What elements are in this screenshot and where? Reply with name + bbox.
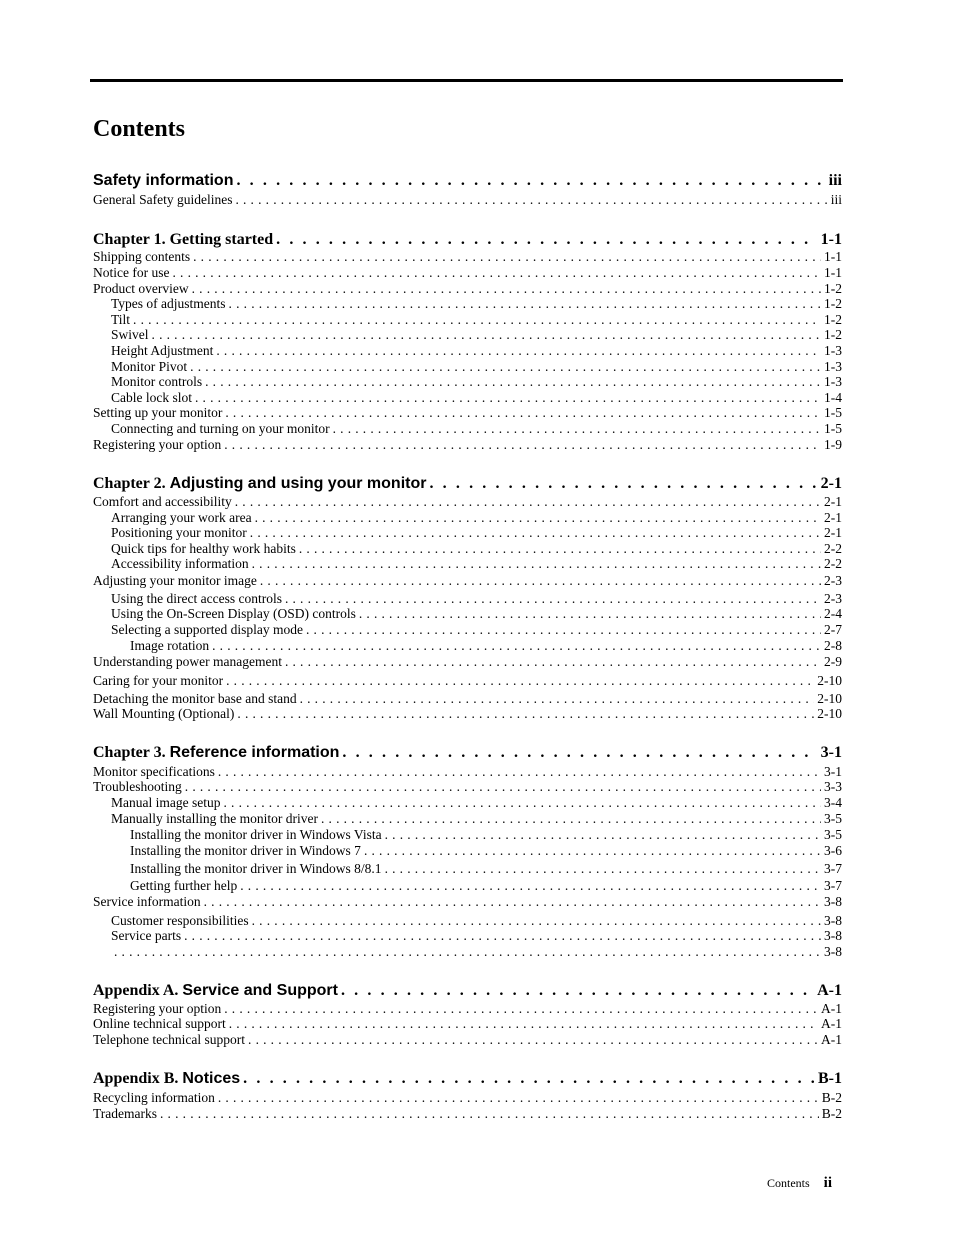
section-prefix: Chapter 1. Getting started <box>93 231 274 248</box>
dot-leader <box>306 622 821 638</box>
toc-entry[interactable] <box>93 843 842 859</box>
section-prefix: Chapter 2. <box>93 475 166 492</box>
dot-leader <box>152 327 821 343</box>
section-page-number: iii <box>828 172 842 189</box>
section-title-text: Safety information <box>93 172 234 189</box>
entry-page-number: 2-2 <box>824 541 842 556</box>
section-title-text: Reference information <box>169 744 340 761</box>
entry-title: Service information <box>93 894 201 909</box>
entry-title: Registering your option <box>93 437 222 452</box>
entry-page-number: 1-2 <box>824 312 842 327</box>
entry-title: Positioning your monitor <box>111 525 247 540</box>
entry-title: Recycling information <box>93 1090 215 1105</box>
entry-page-number: 2-10 <box>817 706 842 721</box>
toc-entry[interactable] <box>93 1032 842 1048</box>
footer-label: Contents <box>767 1176 810 1190</box>
entry-page-number: 3-5 <box>824 811 842 826</box>
dot-leader <box>218 1090 819 1106</box>
entry-title: Product overview <box>93 281 189 296</box>
dot-leader <box>226 673 814 689</box>
dot-leader <box>235 192 827 208</box>
entry-title: Trademarks <box>93 1106 157 1121</box>
dot-leader <box>192 281 821 297</box>
dot-leader <box>204 894 821 910</box>
entry-title: Cable lock slot <box>111 390 192 405</box>
entry-page-number: 1-1 <box>824 265 842 280</box>
entry-title: Arranging your work area <box>111 510 252 525</box>
toc-entry[interactable] <box>93 494 842 510</box>
dot-leader <box>212 638 821 654</box>
entry-title: Troubleshooting <box>93 779 182 794</box>
toc-entry[interactable] <box>93 894 842 910</box>
toc-entry[interactable] <box>93 556 842 572</box>
entry-page-number: 2-7 <box>824 622 842 637</box>
entry-title: Swivel <box>111 327 149 342</box>
toc-entry[interactable] <box>93 913 842 929</box>
entry-title: Selecting a supported display mode <box>111 622 303 637</box>
toc-entry[interactable] <box>93 591 842 607</box>
dot-leader <box>342 743 817 763</box>
section-prefix: Chapter 3. <box>93 744 166 761</box>
toc-entry[interactable] <box>93 638 842 654</box>
entry-title: Registering your option <box>93 1001 222 1016</box>
dot-leader <box>114 944 821 960</box>
dot-leader <box>224 437 821 453</box>
entry-title: Installing the monitor driver in Windows 8/8.1 <box>130 861 382 876</box>
entry-title: Using the On-Screen Display (OSD) controls <box>111 606 356 621</box>
dot-leader <box>225 405 821 421</box>
section-page-number: 2-1 <box>820 475 842 492</box>
dot-leader <box>321 811 821 827</box>
dot-leader <box>333 421 821 437</box>
toc-entry[interactable] <box>93 390 842 406</box>
toc-section-heading[interactable] <box>93 981 842 1001</box>
entry-title: Comfort and accessibility <box>93 494 232 509</box>
entry-page-number: 3-5 <box>824 827 842 842</box>
entry-page-number: 1-3 <box>824 343 842 358</box>
entry-page-number: 1-3 <box>824 374 842 389</box>
section-prefix: Appendix A. <box>93 982 179 999</box>
dot-leader <box>255 510 821 526</box>
entry-title: Adjusting your monitor image <box>93 573 257 588</box>
entry-page-number: 2-3 <box>824 573 842 588</box>
entry-title: Service parts <box>111 928 182 943</box>
dot-leader <box>224 1001 818 1017</box>
entry-title: Caring for your monitor <box>93 673 224 688</box>
entry-title: Monitor specifications <box>93 764 215 779</box>
entry-page-number: 3-8 <box>824 913 842 928</box>
dot-leader <box>223 795 821 811</box>
toc-section-heading[interactable] <box>93 743 842 763</box>
entry-title: Detaching the monitor base and stand <box>93 691 297 706</box>
dot-leader <box>285 591 821 607</box>
dot-leader <box>260 573 821 589</box>
entry-page-number: 1-2 <box>824 281 842 296</box>
entry-page-number: 3-8 <box>824 944 842 959</box>
entry-page-number: 2-10 <box>817 691 842 706</box>
toc-entry[interactable] <box>93 192 842 208</box>
entry-page-number: A-1 <box>821 1016 842 1031</box>
entry-page-number: 3-6 <box>824 843 842 858</box>
entry-page-number: 1-5 <box>824 421 842 436</box>
entry-title: Accessibility information <box>111 556 249 571</box>
entry-title: Monitor Pivot <box>111 359 188 374</box>
entry-page-number: 1-2 <box>824 296 842 311</box>
entry-page-number: 2-4 <box>824 606 842 621</box>
dot-leader <box>229 296 821 312</box>
entry-page-number: 1-2 <box>824 327 842 342</box>
entry-page-number: 1-9 <box>824 437 842 452</box>
toc-entry[interactable] <box>93 405 842 421</box>
section-page-number: A-1 <box>817 982 842 999</box>
dot-leader <box>229 1016 818 1032</box>
dot-leader <box>250 525 821 541</box>
dot-leader <box>364 843 821 859</box>
toc-entry[interactable] <box>93 622 842 638</box>
toc-section-heading[interactable] <box>93 1069 842 1089</box>
dot-leader <box>252 913 821 929</box>
toc-entry[interactable] <box>93 1001 842 1017</box>
dot-leader <box>235 494 821 510</box>
section-title-text: Service and Support <box>182 982 338 999</box>
toc-entry[interactable] <box>93 312 842 328</box>
entry-page-number: 3-4 <box>824 795 842 810</box>
dot-leader <box>237 706 814 722</box>
entry-title: Image rotation <box>130 638 210 653</box>
dot-leader <box>300 691 815 707</box>
entry-page-number: A-1 <box>821 1001 842 1016</box>
entry-title: Installing the monitor driver in Windows 7 <box>130 843 361 858</box>
entry-page-number: 3-7 <box>824 861 842 876</box>
entry-title: General Safety guidelines <box>93 192 233 207</box>
dot-leader <box>359 606 821 622</box>
entry-page-number: 3-8 <box>824 928 842 943</box>
toc-section-heading[interactable] <box>93 230 842 250</box>
entry-title: Manually installing the monitor driver <box>111 811 318 826</box>
section-title <box>93 981 338 1001</box>
entry-page-number: 2-10 <box>817 673 842 688</box>
entry-title: Wall Mounting (Optional) <box>93 706 235 721</box>
toc-entry[interactable] <box>93 691 842 707</box>
dot-leader <box>193 249 821 265</box>
dot-leader <box>190 359 821 375</box>
toc-entry[interactable] <box>93 541 842 557</box>
entry-page-number: iii <box>830 192 842 207</box>
dot-leader <box>185 779 821 795</box>
toc-entry[interactable] <box>93 1106 842 1122</box>
dot-leader <box>184 928 821 944</box>
toc-entry[interactable] <box>93 374 842 390</box>
toc-entry[interactable] <box>93 795 842 811</box>
toc-entry[interactable] <box>93 327 842 343</box>
entry-page-number: B-2 <box>821 1106 842 1121</box>
toc-entry[interactable] <box>93 878 842 894</box>
toc-entry[interactable] <box>93 811 842 827</box>
entry-title: Customer responsibilities <box>111 913 249 928</box>
entry-title: Shipping contents <box>93 249 191 264</box>
dot-leader <box>240 878 821 894</box>
toc-section-heading[interactable] <box>93 474 842 494</box>
entry-title: Monitor controls <box>111 374 203 389</box>
dot-leader <box>216 343 821 359</box>
entry-page-number: 3-1 <box>824 764 842 779</box>
dot-leader <box>195 390 821 406</box>
section-page-number: 3-1 <box>820 744 842 761</box>
dot-leader <box>243 1069 815 1089</box>
dot-leader <box>172 265 821 281</box>
entry-page-number: 2-1 <box>824 494 842 509</box>
dot-leader <box>299 541 821 557</box>
toc-entry[interactable] <box>93 764 842 780</box>
entry-page-number: 2-8 <box>824 638 842 653</box>
toc-entry[interactable] <box>93 265 842 281</box>
toc-entry[interactable] <box>93 437 842 453</box>
entry-title: Understanding power management <box>93 654 282 669</box>
dot-leader <box>252 556 821 572</box>
toc-entry[interactable] <box>93 421 842 437</box>
dot-leader <box>236 171 825 191</box>
entry-title: Setting up your monitor <box>93 405 223 420</box>
footer-page-number: ii <box>823 1175 833 1191</box>
entry-title: Types of adjustments <box>111 296 226 311</box>
entry-title: Manual image setup <box>111 795 221 810</box>
entry-page-number: 3-8 <box>824 894 842 909</box>
entry-page-number: 2-2 <box>824 556 842 571</box>
entry-title: Tilt <box>111 312 131 327</box>
toc-entry[interactable] <box>93 281 842 297</box>
section-title <box>93 171 233 191</box>
toc-entry[interactable] <box>93 779 842 795</box>
section-title <box>93 474 426 494</box>
toc-entry[interactable] <box>93 510 842 526</box>
dot-leader <box>285 654 821 670</box>
entry-title: Using the direct access controls <box>111 591 282 606</box>
toc-entry[interactable] <box>93 1016 842 1032</box>
toc-entry[interactable] <box>93 1090 842 1106</box>
toc-entry[interactable] <box>93 525 842 541</box>
dot-leader <box>341 981 814 1001</box>
entry-page-number: A-1 <box>821 1032 842 1047</box>
entry-title: Telephone technical support <box>93 1032 246 1047</box>
section-prefix: Appendix B. <box>93 1070 179 1087</box>
section-title-text: Adjusting and using your monitor <box>169 475 427 492</box>
entry-page-number: 3-7 <box>824 878 842 893</box>
dot-leader <box>160 1106 819 1122</box>
entry-page-number: 3-3 <box>824 779 842 794</box>
entry-page-number: B-2 <box>821 1090 842 1105</box>
section-title <box>93 1069 240 1089</box>
entry-page-number: 2-3 <box>824 591 842 606</box>
toc-entry[interactable] <box>93 944 842 960</box>
entry-title: Getting further help <box>130 878 238 893</box>
page-footer <box>767 1175 832 1192</box>
entry-title: Connecting and turning on your monitor <box>111 421 330 436</box>
dot-leader <box>205 374 821 390</box>
toc-entry[interactable] <box>93 296 842 312</box>
toc-entry[interactable] <box>93 249 842 265</box>
dot-leader <box>248 1032 818 1048</box>
toc-entry[interactable] <box>93 654 842 670</box>
dot-leader <box>276 230 818 250</box>
toc-entry[interactable] <box>93 827 842 843</box>
entry-page-number: 1-3 <box>824 359 842 374</box>
section-title <box>93 230 273 250</box>
toc-entry[interactable] <box>93 359 842 375</box>
toc-entry[interactable] <box>93 673 842 689</box>
entry-title: Quick tips for healthy work habits <box>111 541 296 556</box>
entry-page-number: 2-1 <box>824 525 842 540</box>
page-title: Contents <box>93 116 186 142</box>
dot-leader <box>218 764 821 780</box>
section-title <box>93 743 339 763</box>
entry-page-number: 1-1 <box>824 249 842 264</box>
table-of-contents <box>93 0 842 1235</box>
dot-leader <box>133 312 821 328</box>
dot-leader <box>429 474 817 494</box>
entry-title: Notice for use <box>93 265 170 280</box>
entry-page-number: 2-9 <box>824 654 842 669</box>
toc-entry[interactable] <box>93 706 842 722</box>
entry-title: Online technical support <box>93 1016 226 1031</box>
section-title-text: Notices <box>182 1070 241 1087</box>
toc-entry[interactable] <box>93 573 842 589</box>
entry-title: Installing the monitor driver in Windows Vista <box>130 827 382 842</box>
toc-section-heading[interactable] <box>93 171 842 191</box>
toc-entry[interactable] <box>93 606 842 622</box>
section-page-number: 1-1 <box>820 231 842 248</box>
entry-title: Height Adjustment <box>111 343 214 358</box>
entry-page-number: 2-1 <box>824 510 842 525</box>
entry-page-number: 1-4 <box>824 390 842 405</box>
toc-entry[interactable] <box>93 928 842 944</box>
section-page-number: B-1 <box>818 1070 842 1087</box>
toc-entry[interactable] <box>93 861 842 877</box>
entry-page-number: 1-5 <box>824 405 842 420</box>
dot-leader <box>385 861 821 877</box>
toc-entry[interactable] <box>93 343 842 359</box>
dot-leader <box>385 827 821 843</box>
